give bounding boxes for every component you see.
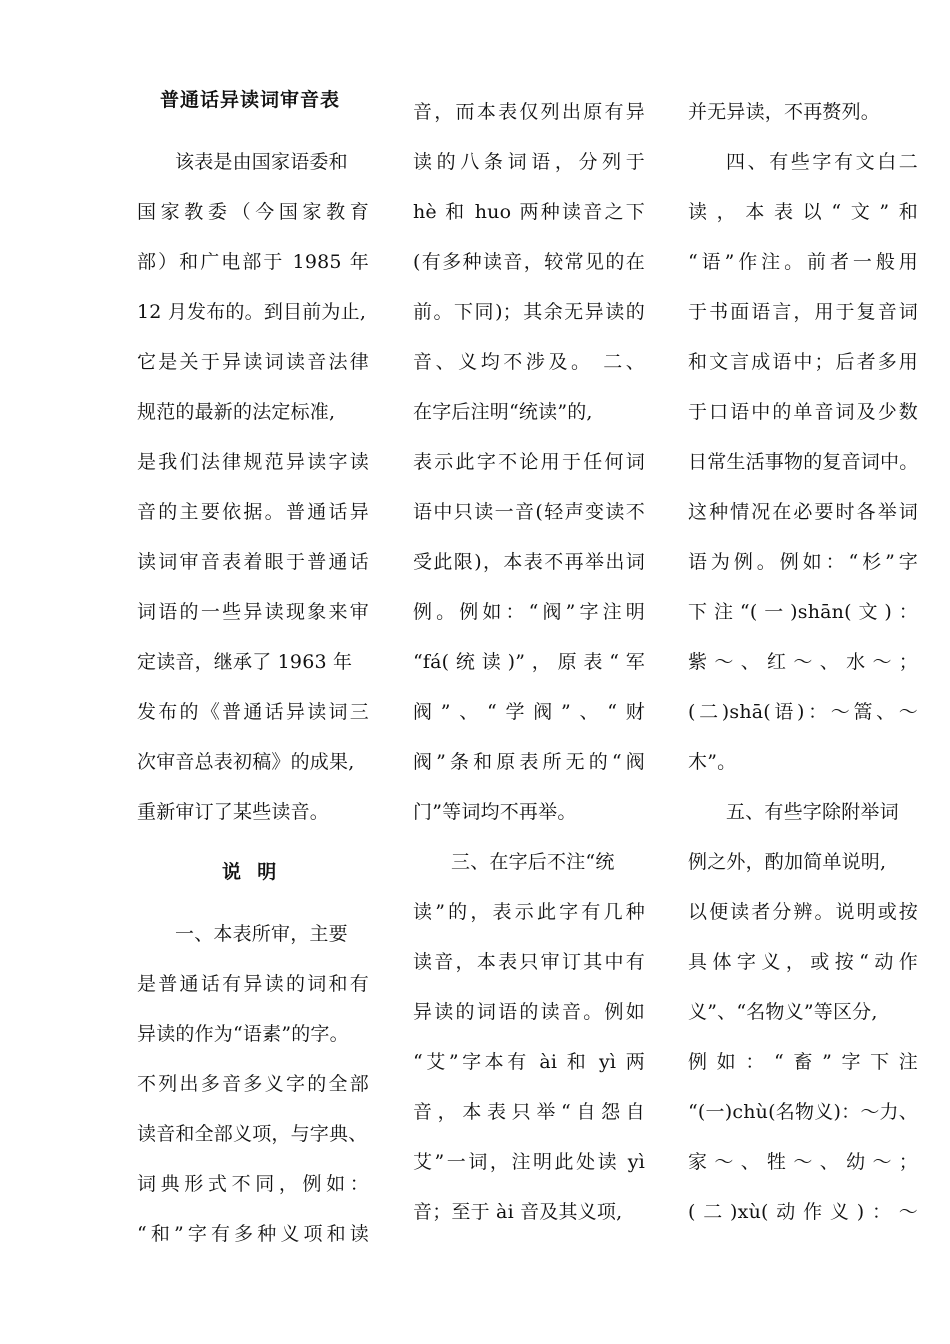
- text-line: 具体字义，或按“动作: [688, 951, 918, 973]
- text-line: 部）和广电部于 1985 年: [137, 251, 369, 273]
- text-line: 读词审音表着眼于普通话: [137, 551, 369, 573]
- text-line: 紫～、红～、水～；: [688, 651, 918, 673]
- text-line: (有多种读音，较常见的在: [413, 251, 645, 273]
- text-line: “艾”字本有 ài 和 yì 两: [413, 1051, 645, 1073]
- text-line: 五、有些字除附举词: [726, 801, 899, 823]
- text-line: 重新审订了某些读音。: [137, 801, 330, 823]
- text-line: 音，而本表仅列出原有异: [413, 101, 645, 123]
- text-line: 音的主要依据。普通话异: [137, 501, 369, 523]
- text-line: 词语的一些异读现象来审: [137, 601, 369, 623]
- text-line: (二)shā(语)：～篙、～: [688, 701, 918, 723]
- text-line: 例如：“畜”字下注: [688, 1051, 918, 1073]
- text-line: 发布的《普通话异读词三: [137, 701, 369, 723]
- text-line: 日常生活事物的复音词中。: [688, 451, 919, 473]
- text-line: 一、本表所审，主要: [175, 923, 348, 945]
- text-line: (二)xù(动作义)：～: [688, 1201, 918, 1223]
- text-line: 和文言成语中；后者多用: [688, 351, 918, 373]
- text-line: 是我们法律规范异读字读: [137, 451, 369, 473]
- text-line: 三、在字后不注“统: [451, 851, 615, 873]
- text-line: 前。下同)；其余无异读的: [413, 301, 645, 323]
- text-line: 国家教委（今国家教育: [137, 201, 369, 223]
- page-title: 普通话异读词审音表: [160, 89, 341, 111]
- text-line: 次审音总表初稿》的成果,: [137, 751, 355, 773]
- text-line: 它是关于异读词读音法律: [137, 351, 369, 373]
- text-line: 读音和全部义项，与字典、: [137, 1123, 368, 1145]
- text-line: hè 和 huo 两种读音之下: [413, 201, 645, 223]
- text-line: 音，本表只举“自怨自: [413, 1101, 645, 1123]
- text-line: 这种情况在必要时各举词: [688, 501, 918, 523]
- section-heading: 说 明: [222, 861, 278, 883]
- text-line: 艾”一词，注明此处读 yì: [413, 1151, 645, 1173]
- text-line: 并无异读，不再赘列。: [688, 101, 881, 123]
- text-line: 音；至于 ài 音及其义项,: [413, 1201, 623, 1223]
- text-line: 表示此字不论用于任何词: [413, 451, 645, 473]
- text-line: 家～、牲～、幼～；: [688, 1151, 918, 1173]
- text-line: 异读的作为“语素”的字。: [137, 1023, 349, 1045]
- text-line: 定读音，继承了 1963 年: [137, 651, 353, 673]
- text-line: “语”作注。前者一般用: [688, 251, 918, 273]
- text-line: 四、有些字有文白二: [726, 151, 918, 173]
- text-line: 门”等词均不再举。: [413, 801, 577, 823]
- text-line: 例之外，酌加简单说明,: [688, 851, 887, 873]
- text-line: 阀”、“学阀”、“财: [413, 701, 645, 723]
- text-line: 义”、“名物义”等区分,: [688, 1001, 878, 1023]
- text-line: 读音，本表只审订其中有: [413, 951, 645, 973]
- text-line: 异读的词语的读音。例如: [413, 1001, 645, 1023]
- text-line: 于书面语言，用于复音词: [688, 301, 918, 323]
- text-line: “fá(统读)”，原表“军: [413, 651, 645, 673]
- text-line: “和”字有多种义项和读: [137, 1223, 369, 1245]
- text-line: 于口语中的单音词及少数: [688, 401, 918, 423]
- text-line: 受此限)，本表不再举出词: [413, 551, 645, 573]
- text-line: 语中只读一音(轻声变读不: [413, 501, 645, 523]
- text-line: 下注“(一)shān(文)：: [688, 601, 918, 623]
- text-line: 读的八条词语，分列于: [413, 151, 645, 173]
- text-line: 该表是由国家语委和: [175, 151, 348, 173]
- text-line: 例。例如：“阀”字注明: [413, 601, 645, 623]
- text-line: 木”。: [688, 751, 737, 773]
- text-line: 在字后注明“统读”的,: [413, 401, 593, 423]
- text-line: 音、义均不涉及。 二、: [413, 351, 645, 373]
- text-line: “(一)chù(名物义)：～力、: [688, 1101, 918, 1123]
- text-line: 语为例。例如：“杉”字: [688, 551, 918, 573]
- text-line: 12 月发布的。到目前为止,: [137, 301, 367, 323]
- text-line: 以便读者分辨。说明或按: [688, 901, 918, 923]
- text-line: 阀”条和原表所无的“阀: [413, 751, 645, 773]
- text-line: 规范的最新的法定标准,: [137, 401, 336, 423]
- text-line: 词典形式不同，例如：: [137, 1173, 369, 1195]
- text-line: 读”的，表示此字有几种: [413, 901, 645, 923]
- text-line: 不列出多音多义字的全部: [137, 1073, 369, 1095]
- text-line: 是普通话有异读的词和有: [137, 973, 369, 995]
- text-line: 读，本表以“文”和: [688, 201, 918, 223]
